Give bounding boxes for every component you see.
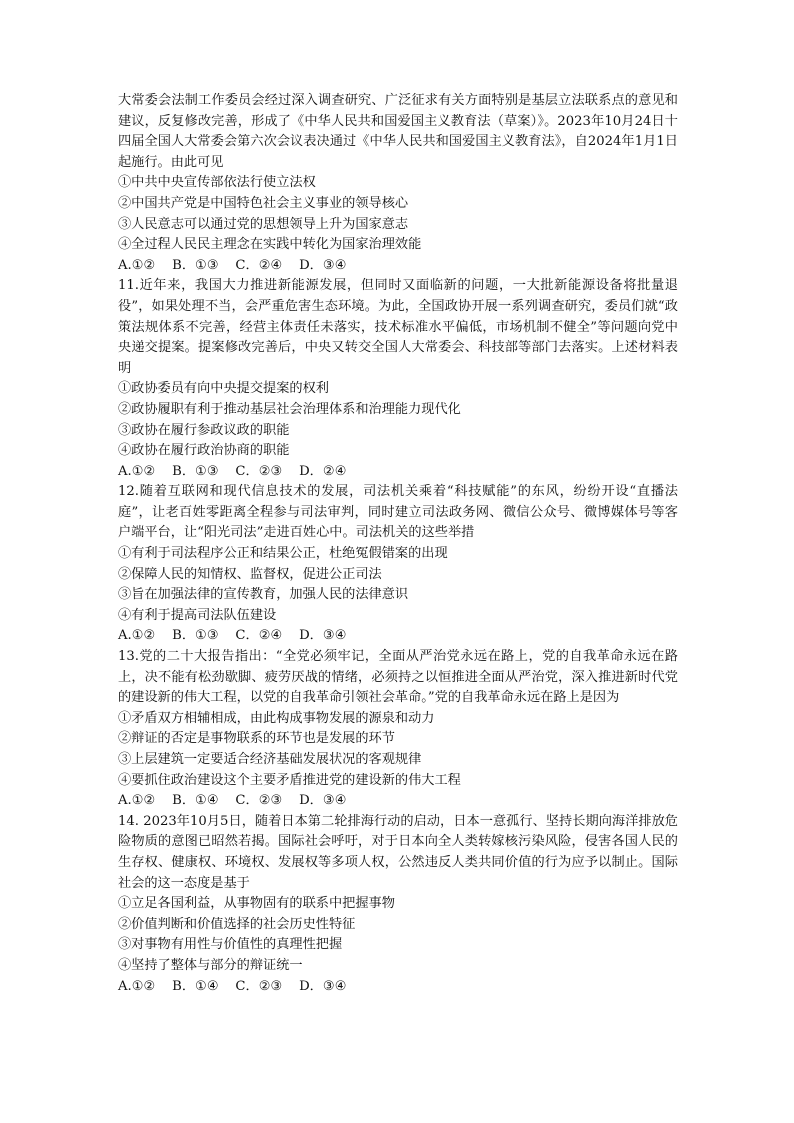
- question-14-item-2: ②价值判断和价值选择的社会历史性特征: [118, 916, 356, 932]
- question-12: [118, 482, 678, 647]
- question-12-item-4: ④有利于提高司法队伍建设: [118, 607, 277, 623]
- question-11-item-2: ②政协履职有利于推动基层社会治理体系和治理能力现代化: [118, 401, 461, 417]
- question-11-stem: 11.近年来，我国大力推进新能源发展，但同时又面临新的问题，一大批新能源设备将批量退役”，如果处理不当，会严重危害生态环境。为此，全国政协开展一系列调查研究，委员们就“政策法规体系不完善，经营主体责任未落实，技术标准水平偏低，市场机制不健全”等问题向党中央递交提案。提案修改完善后，中央又转交全国人大常委会、科技部等部门去落实。上述材料表明: [118, 278, 678, 376]
- question-12-item-3: ③旨在加强法律的宣传教育，加强人民的法律意识: [118, 587, 409, 603]
- question-13: [118, 647, 678, 812]
- question-14-options: A.①② B．①④ C．②③ D．③④: [118, 978, 347, 994]
- exam-page: [118, 91, 678, 997]
- question-12-item-1: ①有利于司法程序公正和结果公正，杜绝冤假错案的出现: [118, 546, 448, 562]
- question-10-stem: 大常委会法制工作委员会经过深入调查研究、广泛征求有关方面特别是基层立法联系点的意见和建议，反复修改完善，形成了《中华人民共和国爱国主义教育法（草案）》。2023年10月24日十四届全国人大常委会第六次会议表决通过《中华人民共和国爱国主义教育法》，自2024年1月1日起施行。由此可见: [118, 93, 678, 170]
- question-14-item-1: ①立足各国利益，从事物固有的联系中把握事物: [118, 896, 395, 912]
- question-12-stem: 12.随着互联网和现代信息技术的发展，司法机关乘着“科技赋能”的东风，纷纷开设“直播法庭”，让老百姓零距离全程参与司法审判，同时建立司法政务网、微信公众号、微博媒体号等客户端平台，让“阳光司法”走进百姓心中。司法机关的这些举措: [118, 484, 678, 541]
- question-12-options: A.①② B．①③ C．②④ D．③④: [118, 628, 347, 644]
- question-14-item-3: ③对事物有用性与价值性的真理性把握: [118, 937, 343, 953]
- question-10-item-3: ③人民意志可以通过党的思想领导上升为国家意志: [118, 216, 409, 232]
- question-11-item-3: ③政协在履行参政议政的职能: [118, 422, 290, 438]
- question-12-item-2: ②保障人民的知情权、监督权，促进公正司法: [118, 566, 382, 582]
- question-10-item-1: ①中共中央宣传部依法行使立法权: [118, 175, 316, 191]
- question-10: [118, 91, 678, 276]
- question-13-stem: 13.党的二十大报告指出：“全党必须牢记，全面从严治党永远在路上，党的自我革命永远在路上，决不能有松劲歇脚、疲劳厌战的情绪，必须持之以恒推进全面从严治党，深入推进新时代党的建设新的伟大工程，以党的自我革命引领社会革命。”党的自我革命永远在路上是因为: [118, 649, 678, 706]
- question-13-options: A.①② B．①④ C．②③ D．③④: [118, 793, 347, 809]
- question-14-item-4: ④坚持了整体与部分的辩证统一: [118, 957, 303, 973]
- question-11-options: A.①② B．①③ C．②③ D．②④: [118, 463, 347, 479]
- question-10-options: A.①② B．①③ C．②④ D．③④: [118, 257, 347, 273]
- question-11-item-4: ④政协在履行政治协商的职能: [118, 443, 290, 459]
- question-10-item-4: ④全过程人民民主理念在实践中转化为国家治理效能: [118, 237, 422, 253]
- question-13-item-4: ④要抓住政治建设这个主要矛盾推进党的建设新的伟大工程: [118, 772, 461, 788]
- question-11-item-1: ①政协委员有向中央提交提案的权利: [118, 381, 329, 397]
- question-14-stem: 14. 2023年10月5日，随着日本第二轮排海行动的启动，日本一意孤行、坚持长期向海洋排放危险物质的意图已昭然若揭。国际社会呼吁，对于日本向全人类转嫁核污染风险，侵害各国人民的生存权、健康权、环境权、发展权等多项人权，公然违反人类共同价值的行为应予以制止。国际社会的这一态度是基于: [118, 813, 678, 891]
- question-13-item-2: ②辩证的否定是事物联系的环节也是发展的环节: [118, 731, 395, 747]
- question-10-item-2: ②中国共产党是中国特色社会主义事业的领导核心: [118, 195, 409, 211]
- question-13-item-3: ③上层建筑一定要适合经济基础发展状况的客观规律: [118, 752, 422, 767]
- question-13-item-1: ①矛盾双方相辅相成，由此构成事物发展的源泉和动力: [118, 710, 435, 726]
- question-14: [118, 812, 678, 997]
- question-11: [118, 276, 678, 482]
